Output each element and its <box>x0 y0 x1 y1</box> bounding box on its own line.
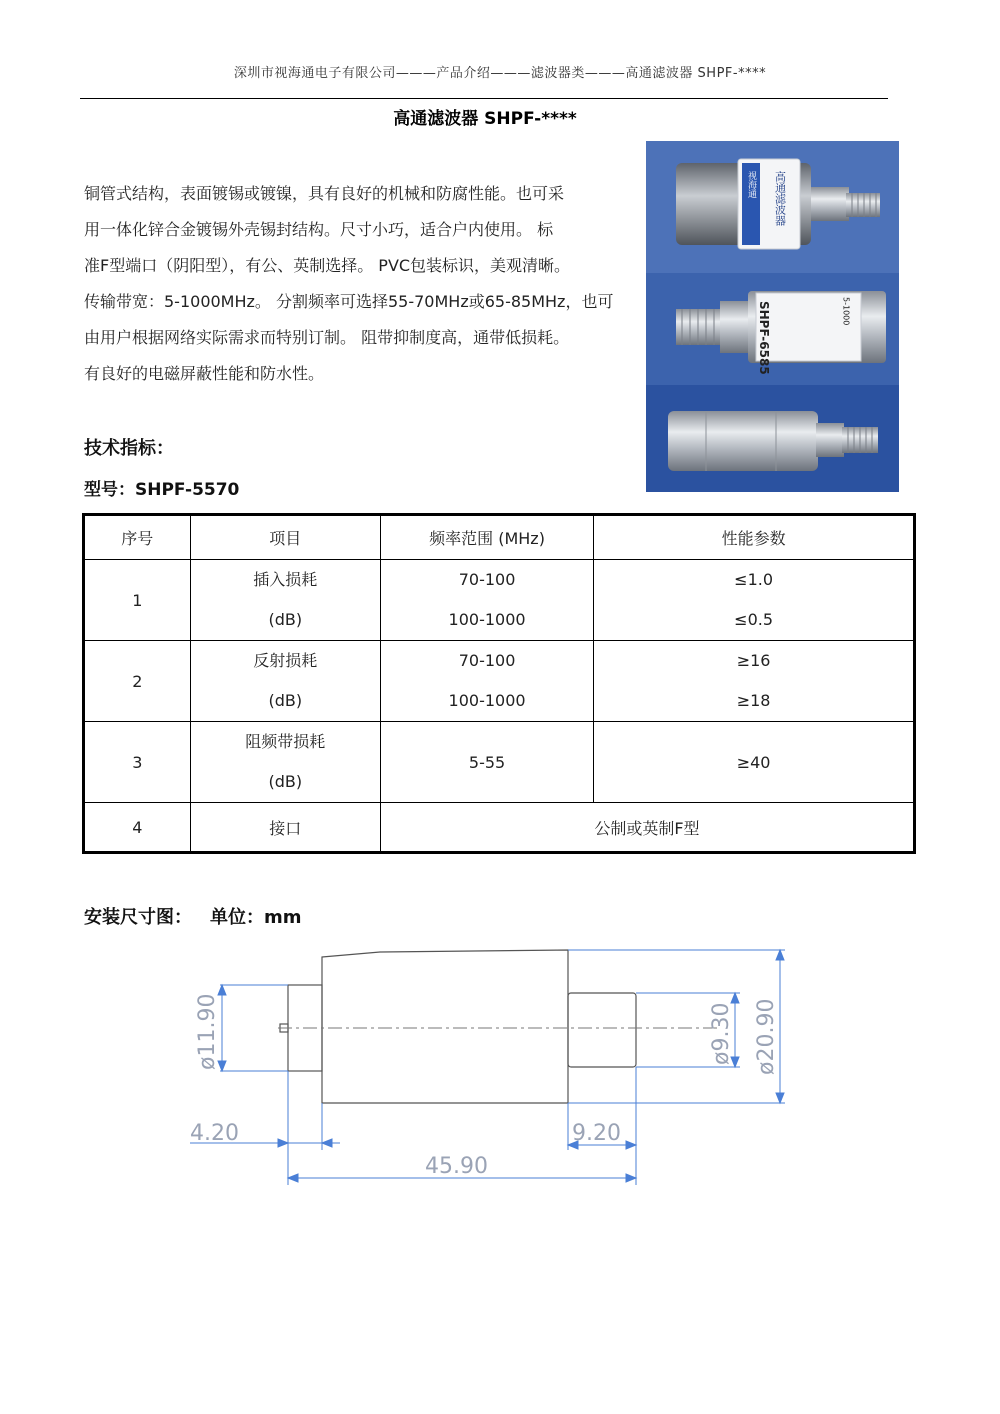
freq-value: 100-1000 <box>448 691 526 710</box>
row-number: 2 <box>84 641 191 722</box>
dim-right-big-diameter: ø20.90 <box>754 998 779 1075</box>
dimension-unit: 单位：mm <box>210 907 302 928</box>
table-row <box>84 722 915 803</box>
item-name: 阻频带损耗 <box>245 732 326 751</box>
row-freq <box>380 641 593 722</box>
row-freq: 5-55 <box>380 722 593 803</box>
intro-line: 有良好的电磁屏蔽性能和防水性。 <box>84 364 325 383</box>
intro-line: 传输带宽：5-1000MHz。 分割频率可选择55-70MHz或65-85MHz，也可 <box>84 292 614 311</box>
row-item <box>190 722 380 803</box>
table-header-cell: 性能参数 <box>594 515 915 560</box>
product-photo <box>646 141 899 492</box>
dimension-label: 安装尺寸图： <box>84 907 192 928</box>
freq-value: 70-100 <box>458 570 516 589</box>
intro-line: 准F型端口（阴阳型），有公、英制选择。 PVC包装标识，美观清晰。 <box>84 256 571 275</box>
item-unit: (dB) <box>268 691 303 710</box>
row-number: 1 <box>84 560 191 641</box>
dimension-section-label <box>84 903 302 929</box>
table-row <box>84 803 915 853</box>
intro-line: 用一体化锌合金镀锡外壳锡封结构。尺寸小巧，适合户内使用。 标 <box>84 220 554 239</box>
photo-label-product: 高通滤波器 <box>773 171 787 226</box>
spec-table <box>82 513 916 854</box>
intro-line: 由用户根据网络实际需求而特别订制。 阻带抑制度高，通带低损耗。 <box>84 328 570 347</box>
spec-section-label: 技术指标： <box>84 438 174 459</box>
perf-value: ≤0.5 <box>734 610 774 629</box>
body-outline <box>322 950 568 1103</box>
freq-value: 100-1000 <box>448 610 526 629</box>
perf-value: ≥18 <box>736 691 771 710</box>
dim-left-length: 4.20 <box>190 1121 239 1146</box>
dimension-drawing <box>180 935 800 1205</box>
right-connector-outline <box>568 993 636 1067</box>
row-perf: ≥40 <box>594 722 915 803</box>
photo-label-brand: 视海通 <box>746 171 756 198</box>
dim-left-diameter: ø11.90 <box>195 993 220 1070</box>
dim-right-small-diameter: ø9.30 <box>709 1002 734 1065</box>
table-row <box>84 560 915 641</box>
row-number: 3 <box>84 722 191 803</box>
item-unit: (dB) <box>268 772 303 791</box>
row-number: 4 <box>84 803 191 853</box>
row-perf <box>594 560 915 641</box>
intro-paragraph <box>84 176 644 392</box>
freq-value: 70-100 <box>458 651 516 670</box>
document-title: 高通滤波器 SHPF-**** <box>393 109 577 129</box>
table-header-cell: 序号 <box>84 515 191 560</box>
dim-total-length: 45.90 <box>425 1154 488 1179</box>
table-row <box>84 641 915 722</box>
header-rule <box>80 98 888 99</box>
row-item: 接口 <box>190 803 380 853</box>
dim-right-length: 9.20 <box>572 1121 621 1146</box>
row-merged-value: 公制或英制F型 <box>380 803 914 853</box>
table-header-row <box>84 515 915 560</box>
photo-label-band: 5-1000 <box>841 297 851 326</box>
row-perf <box>594 641 915 722</box>
header-breadcrumb: 深圳市视海通电子有限公司———产品介绍———滤波器类———高通滤波器 SHPF-**** <box>233 66 767 81</box>
perf-value: ≥16 <box>736 651 771 670</box>
item-name: 反射损耗 <box>253 651 318 670</box>
row-freq <box>380 560 593 641</box>
perf-value: ≤1.0 <box>734 570 774 589</box>
table-header-cell: 频率范围 (MHz) <box>380 515 593 560</box>
item-name: 插入损耗 <box>253 570 318 589</box>
model-label: 型号：SHPF-5570 <box>84 480 240 500</box>
item-unit: (dB) <box>268 610 303 629</box>
intro-line: 铜管式结构，表面镀锡或镀镍，具有良好的机械和防腐性能。也可采 <box>84 184 565 203</box>
row-item <box>190 560 380 641</box>
row-item <box>190 641 380 722</box>
photo-label-model: SHPF-6585 <box>757 301 771 375</box>
table-header-cell: 项目 <box>190 515 380 560</box>
